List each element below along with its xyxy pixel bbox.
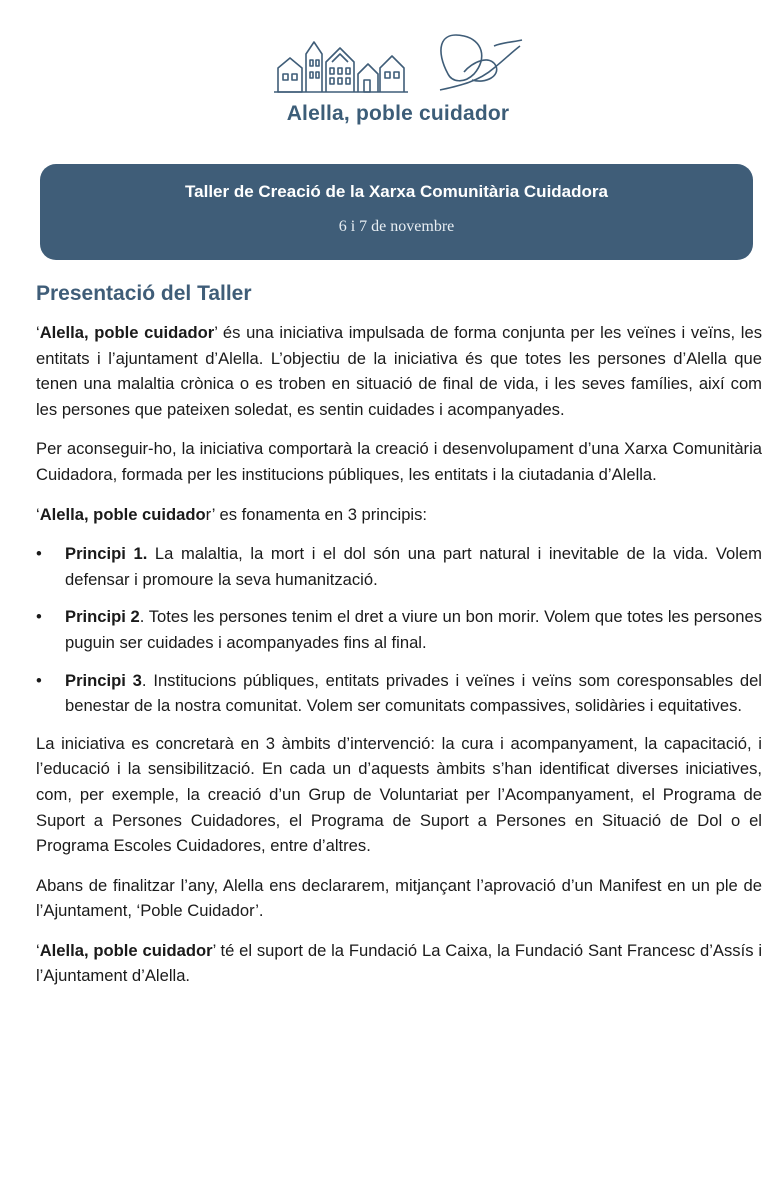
principles-list xyxy=(36,541,762,719)
network-paragraph: Per aconseguir-ho, la iniciativa comportarà la creació i desenvolupament d’una Xarxa Comunitària Cuidadora, formada per les institucions públiques, les entitats i la ciutadania d’Alella. xyxy=(36,439,762,484)
principle-item xyxy=(36,604,762,655)
principles-intro xyxy=(36,502,762,528)
principle-text: . Institucions públiques, entitats privades i veïnes i veïns som coresponsables del benestar de la nostra comunitat. Volem ser comunitats compassives, solidàries i equitatives. xyxy=(65,670,762,716)
scope-paragraph: La iniciativa es concretarà en 3 àmbits d’intervenció: la cura i acompanyament, la capacitació, i l’educació i la sensibilització. En cada un d’aquests àmbits s’han identificat diverses iniciatives, com, per exemple, la creació d’un Grup de Voluntariat per l’Acompanyament, el Programa de Suport a Persones Cuidadores, el Programa de Suport a Persones en Situació de Dol o el Programa Escoles Cuidadores, entre d’altres. xyxy=(36,733,762,856)
principle-label: Principi 3 xyxy=(65,670,142,690)
principle-item xyxy=(36,668,762,719)
open-quote: ‘ xyxy=(36,504,40,524)
logo-title: Alella, poble cuidador xyxy=(286,102,510,125)
houses-butterfly-icon xyxy=(268,22,528,102)
alella-logo xyxy=(268,22,528,132)
banner-title: Taller de Creació de la Xarxa Comunitària Cuidadora xyxy=(185,182,608,201)
intro-paragraph xyxy=(36,320,762,422)
banner-date: 6 i 7 de novembre xyxy=(338,218,455,235)
intro-text: ’ és una iniciativa impulsada de forma conjunta per les veïnes i veïns, les entitats i l’ajuntament d’Alella. L’objectiu de la iniciativa és que totes les persones d’Alella que tenen una malaltia crònica o es troben en situació de final de vida, i les seves famílies, així com les persones que pateixen soledat, es sentin cuidades i acompanyades. xyxy=(36,323,763,419)
support-paragraph xyxy=(36,938,762,989)
principle-text: . Totes les persones tenim el dret a viure un bon morir. Volem que totes les persones puguin ser cuidades i acompanyades fins al final. xyxy=(65,607,763,652)
document-body xyxy=(36,282,762,1003)
bullet-icon: • xyxy=(36,607,42,627)
intro-bold-name: Alella, poble cuidador xyxy=(39,323,215,342)
open-quote: ‘ xyxy=(36,323,40,342)
principles-intro-bold: Alella, poble cuidado xyxy=(39,504,206,524)
manifest-paragraph: Abans de finalitzar l’any, Alella ens declararem, mitjançant l’aprovació d’un Manifest en un ple de l’Ajuntament, ‘Poble Cuidador’. xyxy=(36,875,762,921)
principle-label: Principi 2 xyxy=(65,607,140,627)
principle-text: La malaltia, la mort i el dol són una part natural i inevitable de la vida. Volem defensar i promoure la seva humanització. xyxy=(65,544,762,589)
section-heading: Presentació del Taller xyxy=(36,282,252,305)
open-quote: ‘ xyxy=(36,940,40,960)
bullet-icon: • xyxy=(36,670,42,690)
support-bold-name: Alella, poble cuidador xyxy=(39,940,213,960)
event-banner xyxy=(40,164,753,260)
bullet-icon: • xyxy=(36,544,42,564)
principles-intro-text: r’ es fonamenta en 3 principis: xyxy=(205,504,428,524)
principle-item xyxy=(36,541,762,592)
principle-label: Principi 1. xyxy=(65,544,148,564)
support-text: ’ té el suport de la Fundació La Caixa, la Fundació Sant Francesc d’Assís i l’Ajuntament d’Alella. xyxy=(36,940,763,986)
